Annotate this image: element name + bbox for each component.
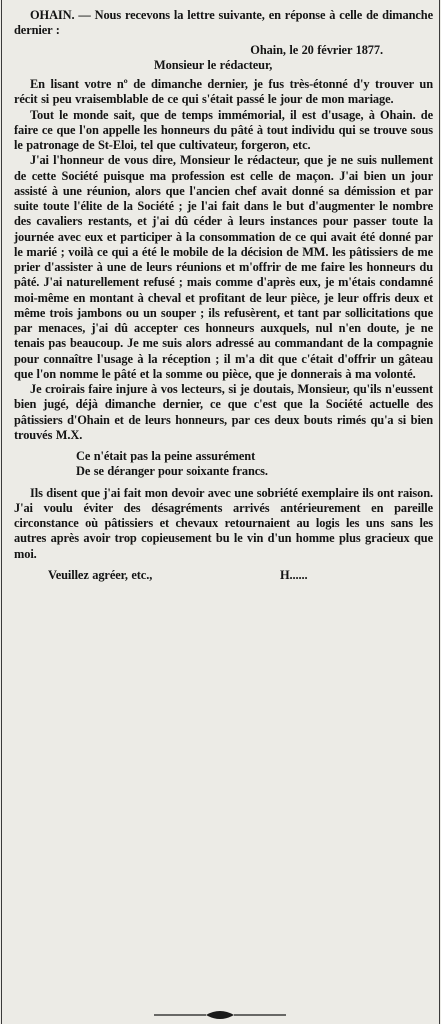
ornament-divider-icon [150, 1006, 290, 1024]
rhymed-verse [76, 449, 433, 480]
verse-line-1: Ce n'était pas la peine assurément [76, 449, 256, 463]
article-lead [14, 8, 433, 39]
article-lead-text: — Nous recevons la lettre suivante, en réponse à celle de dimanche dernier : [14, 8, 433, 38]
letter-paragraph-4: Je croirais faire injure à vos lecteurs, si je doutais, Monsieur, qu'ils n'eussent bien jugé, déjà dimanche dernier, ce que c'est que la Société actuelle des pâtissiers d'Ohain et de leurs honneurs, par ces deux bouts rimés qu'a si bien trouvés M.X. [14, 382, 433, 442]
letter-paragraph-3: J'ai l'honneur de vous dire, Monsieur le rédacteur, que je ne suis nullement de cette Société puisque ma profession est celle de maçon. J'ai bien un jour assisté à une réunion, alors que l'ancien chef avait donné sa démission et par suite toute l'élite de la Société ; je l'ai fait dans le but d'augmenter le nombre des cavaliers restants, et j'ai dû céder à leurs instances pour passer toute la journée avec eux et participer à la consommation de ce qui avait été donné par le marié ; voilà ce qui a été le mobile de la décision de MM. les pâtissiers de me prier d'assister à une de leurs réunions et m'offrir de me faire les honneurs du pâté. J'ai naturellement refusé ; mais comme d'après eux, je m'étais condamné moi-même en montant à cheval et profitant de leur pièce, je leur offris deux et même trois jambons ou un souper ; ils refusèrent, et tant par sollicitations que par menaces, j'ai dû accepter ces honneurs auxquels, nul n'en doute, je ne tenais pas beaucoup. Je me suis alors adressé au commandant de la compagnie pour connaître l'usage à la réception ; il m'a dit que c'était d'offrir un gâteau que l'on nomme le pâté et la somme ou pièce, que je donnerais à ma volonté. [14, 153, 433, 381]
letter-salutation: Monsieur le rédacteur, [154, 57, 273, 72]
article-headline: OHAIN. [30, 8, 75, 22]
column-rule-left [1, 0, 2, 1024]
letter-paragraph-1: En lisant votre nº de dimanche dernier, je fus très-étonné d'y trouver un récit si peu vraisemblable de ce qui s'était passé le jour de mon mariage. [14, 77, 433, 107]
letter-paragraph-2: Tout le monde sait, que de temps immémorial, il est d'usage, à Ohain. de faire ce que l'on appelle les honneurs du pâté à tout individu qui se trouve sous le patronage de St-Eloi, tel que cultivateur, forgeron, etc. [14, 107, 433, 152]
verse-line-2: De se déranger pour soixante francs. [76, 464, 268, 479]
article-column [14, 8, 433, 583]
letter-closing: Veuillez agréer, etc., [48, 567, 153, 582]
letter-closing-line [48, 568, 433, 583]
letter-final-paragraph: Ils disent que j'ai fait mon devoir avec une sobriété exemplaire ils ont raison. J'ai voulu éviter des désagréments arrivés antérieurement en pareille circonstance où pâtissiers et chevaux retournaient au logis les uns sans les autres après avoir trop copieusement bu le vin d'un homme plus gracieux que moi. [14, 485, 433, 561]
column-rule-right [439, 0, 440, 1024]
letter-dateline: Ohain, le 20 février 1877. [250, 42, 383, 57]
letter-signature: H...... [280, 567, 308, 582]
